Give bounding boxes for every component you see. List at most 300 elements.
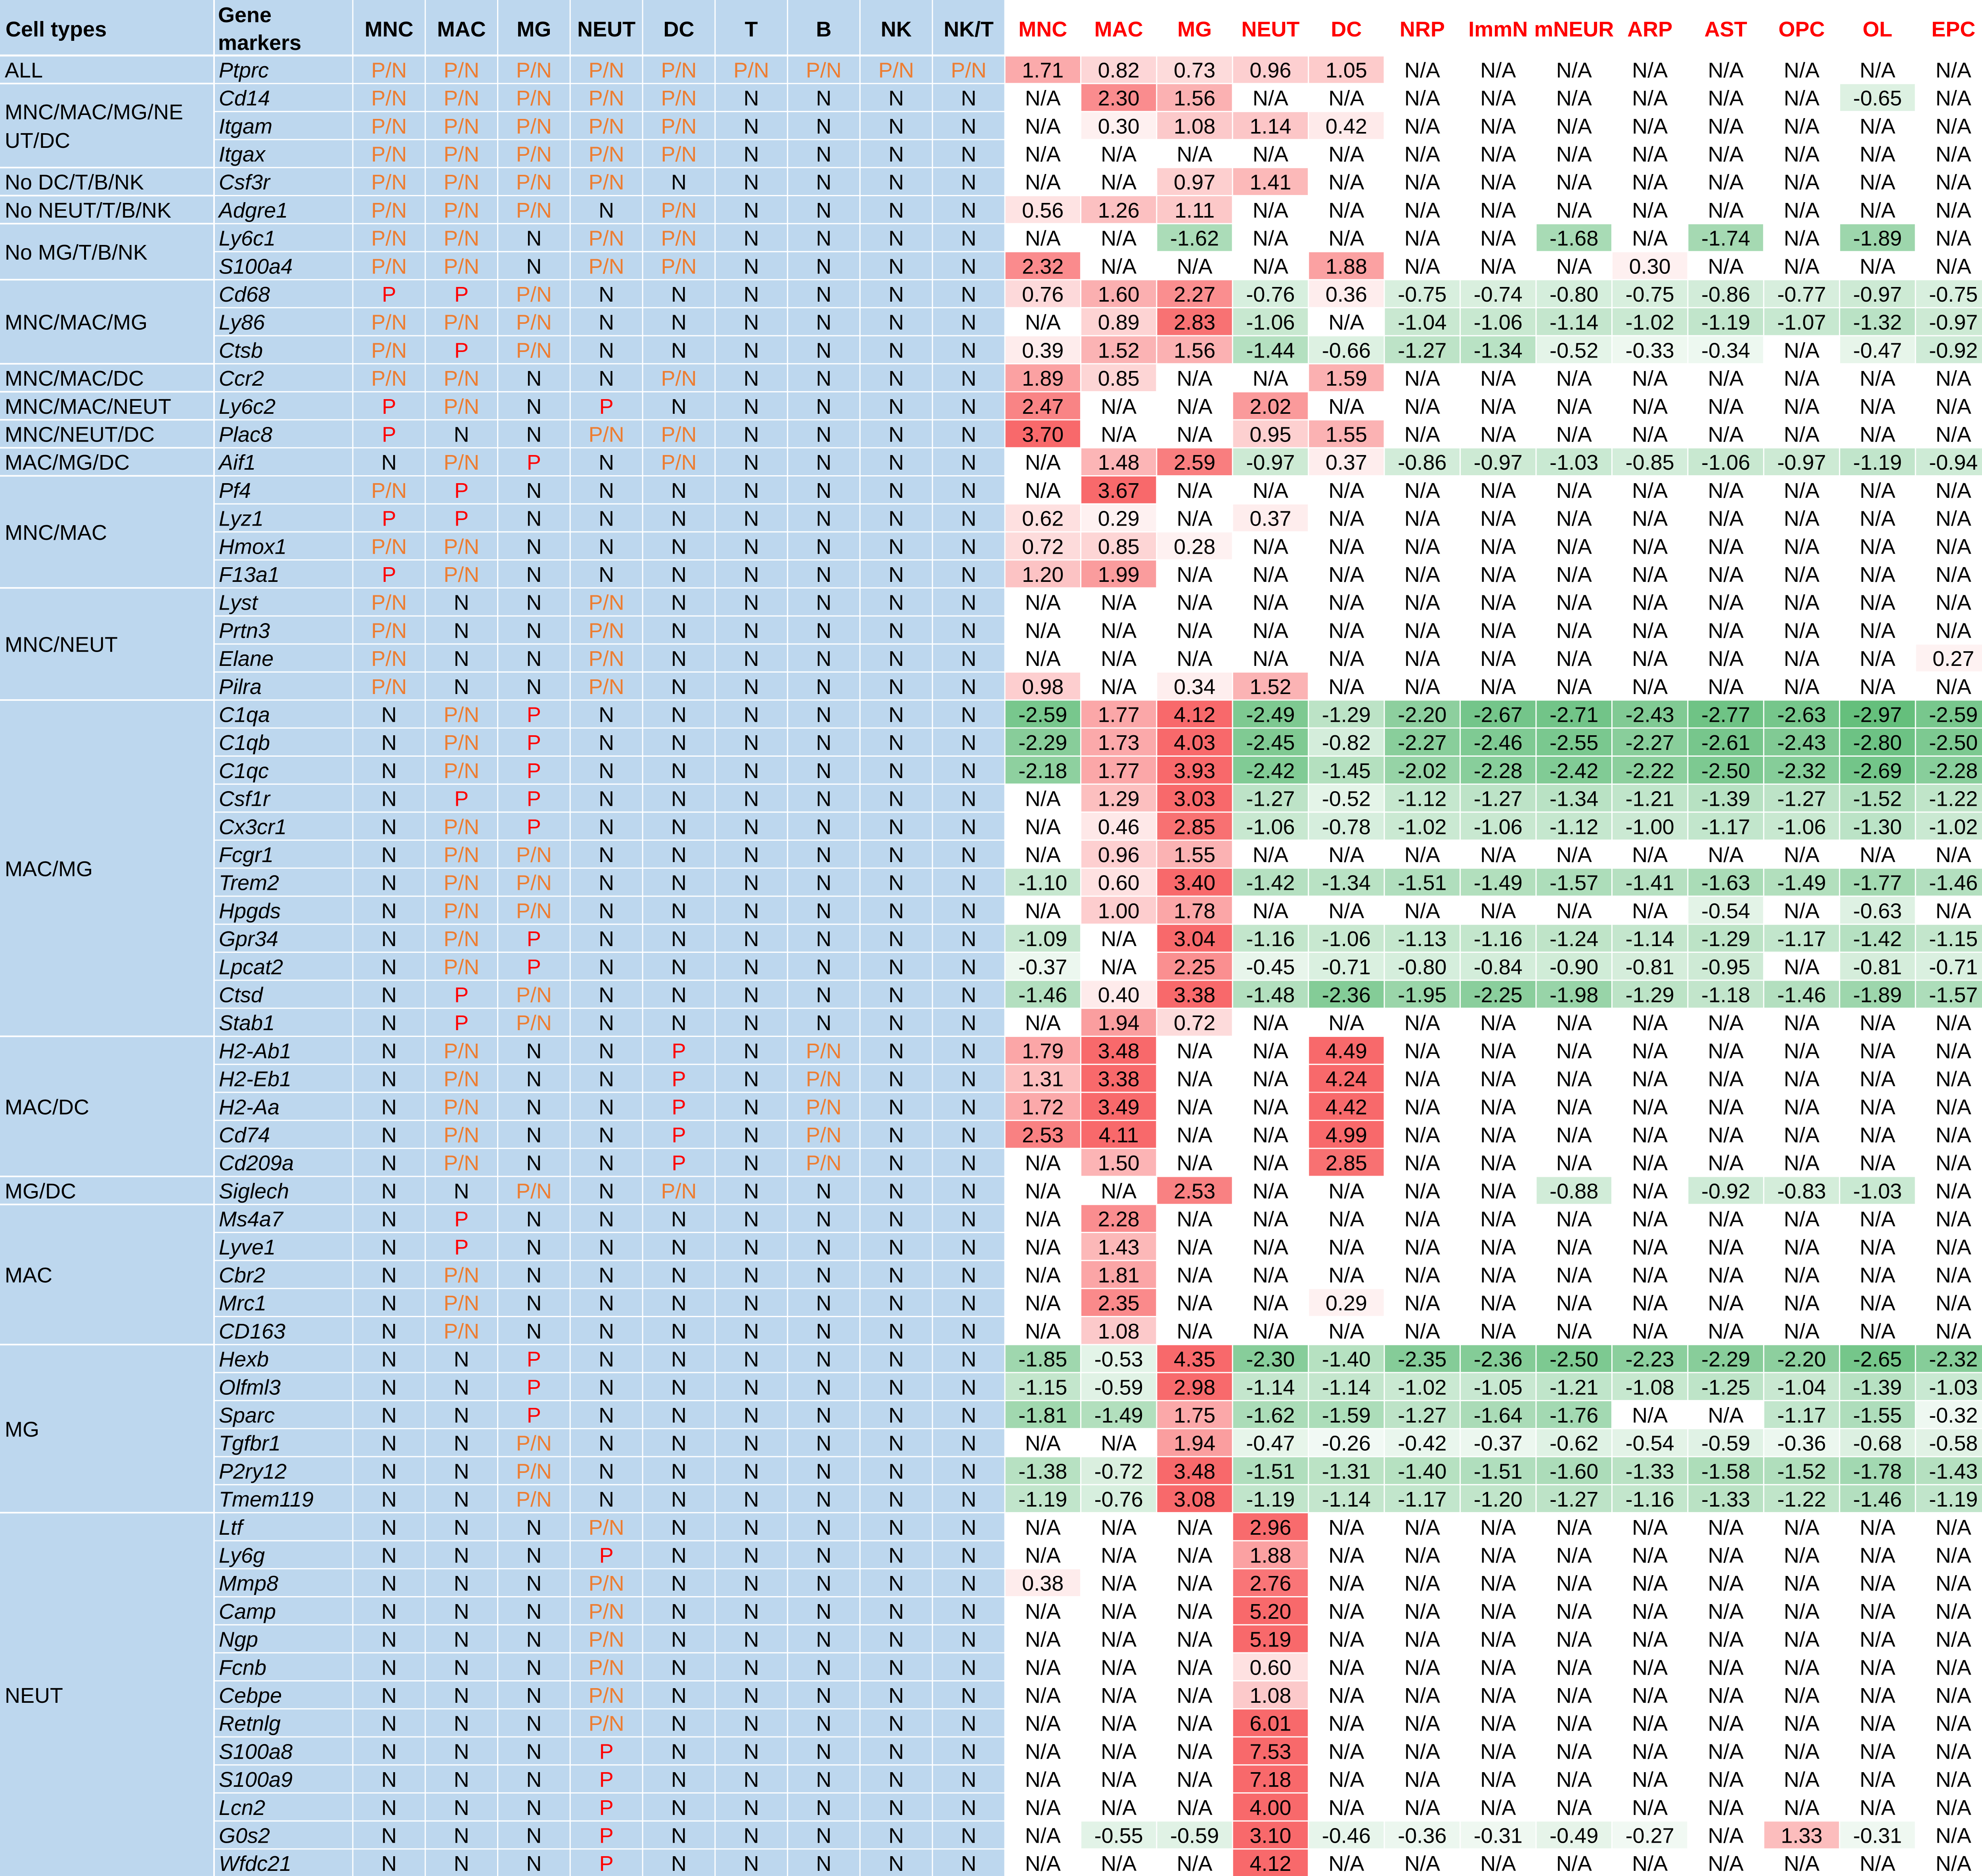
heatmap-value: N/A	[1328, 86, 1364, 111]
heatmap-value: N/A	[1177, 1235, 1213, 1259]
marker-status: N	[888, 591, 904, 615]
marker-status: P	[454, 1207, 469, 1232]
marker-status: P/N	[444, 871, 480, 895]
marker-status: N	[743, 843, 759, 867]
heatmap-value: N/A	[1328, 1740, 1364, 1764]
marker-status: P/N	[444, 955, 480, 979]
heatmap-value: N/A	[1556, 647, 1592, 671]
marker-status: N	[381, 1403, 397, 1427]
marker-status: N	[743, 478, 759, 503]
marker-status: N	[671, 1403, 687, 1427]
marker-status: N	[816, 1796, 832, 1820]
heatmap-value: N/A	[1860, 394, 1896, 419]
heatmap-value: N/A	[1935, 254, 1971, 279]
heatmap-value: -1.51	[1398, 871, 1447, 895]
heatmap-value: -2.36	[1322, 983, 1371, 1007]
heatmap-value: N/A	[1556, 142, 1592, 166]
heatmap-value: -1.49	[1473, 871, 1523, 895]
heatmap-value: N/A	[1480, 478, 1516, 503]
heatmap-value: N/A	[1101, 170, 1137, 195]
marker-status: N	[526, 1515, 542, 1539]
marker-status: P	[526, 955, 541, 979]
marker-status: N	[671, 507, 687, 531]
heatmap-value: N/A	[1404, 1796, 1440, 1820]
heatmap-value: 1.52	[1249, 675, 1291, 699]
heatmap-value: -1.27	[1550, 1488, 1599, 1512]
heatmap-value: N/A	[1328, 310, 1364, 335]
marker-status: P/N	[444, 1263, 480, 1287]
marker-status: N	[453, 647, 469, 671]
marker-status: P/N	[516, 843, 552, 867]
marker-status: N	[599, 1403, 614, 1427]
heatmap-value: 0.30	[1098, 114, 1140, 138]
heatmap-value: 3.67	[1098, 478, 1140, 503]
heatmap-value: N/A	[1480, 562, 1516, 587]
heatmap-value: N/A	[1252, 562, 1289, 587]
heatmap-value: -0.36	[1777, 1431, 1826, 1455]
marker-status: N	[888, 1151, 904, 1175]
cell-type-group-label: MAC/DC	[5, 1095, 89, 1119]
heatmap-value: -2.42	[1246, 759, 1295, 783]
marker-status: N	[888, 815, 904, 839]
heatmap-value: N/A	[1783, 1656, 1820, 1680]
marker-status: N	[599, 1263, 614, 1287]
heatmap-value: N/A	[1252, 591, 1289, 615]
heatmap-value: N/A	[1480, 619, 1516, 643]
marker-status: N	[888, 226, 904, 251]
heatmap-value: N/A	[1101, 1740, 1137, 1764]
heatmap-value: -0.75	[1398, 282, 1447, 306]
marker-status: P/N	[588, 591, 624, 615]
heatmap-value: 0.39	[1022, 338, 1064, 363]
heatmap-value: N/A	[1177, 1067, 1213, 1091]
heatmap-value: 1.59	[1325, 367, 1367, 391]
marker-status: P/N	[516, 58, 552, 82]
marker-status: P/N	[371, 114, 407, 138]
marker-status: N	[671, 1375, 687, 1400]
marker-status: N	[888, 1011, 904, 1035]
heatmap-value: 0.89	[1098, 310, 1140, 335]
heatmap-value: -0.77	[1777, 282, 1826, 306]
marker-status: N	[671, 675, 687, 699]
heatmap-value: N/A	[1860, 675, 1896, 699]
heatmap-value: -2.20	[1398, 703, 1447, 727]
heatmap-value: N/A	[1708, 1319, 1744, 1343]
marker-status: P/N	[878, 58, 914, 82]
heatmap-value: 0.28	[1174, 535, 1216, 559]
marker-status: N	[816, 1291, 832, 1316]
heatmap-value: N/A	[1556, 1740, 1592, 1764]
gene-name: Fcnb	[219, 1656, 267, 1680]
marker-column-header: NK	[880, 17, 912, 41]
heatmap-value: N/A	[1328, 170, 1364, 195]
heatmap-value: N/A	[1783, 899, 1820, 923]
heatmap-value: N/A	[1101, 1543, 1137, 1568]
marker-column-header: B	[816, 17, 832, 41]
gene-name: Cd14	[219, 86, 270, 111]
marker-status: P	[382, 282, 396, 306]
heatmap-value: -0.46	[1322, 1824, 1371, 1848]
marker-status: N	[381, 731, 397, 755]
heatmap-value: -1.95	[1398, 983, 1447, 1007]
marker-status: P/N	[516, 983, 552, 1007]
value-column-header: MG	[1177, 17, 1212, 41]
marker-status: N	[743, 1067, 759, 1091]
marker-status: N	[453, 1347, 469, 1371]
heatmap-value: -0.36	[1398, 1824, 1447, 1848]
marker-status: N	[743, 1291, 759, 1316]
heatmap-value: N/A	[1632, 1403, 1668, 1427]
marker-status: N	[743, 507, 759, 531]
heatmap-value: N/A	[1556, 1235, 1592, 1259]
heatmap-value: N/A	[1632, 86, 1668, 111]
marker-status: N	[671, 1515, 687, 1539]
heatmap-value: 1.50	[1098, 1151, 1140, 1175]
marker-status: N	[888, 871, 904, 895]
heatmap-value: N/A	[1177, 1740, 1213, 1764]
heatmap-value: N/A	[1783, 1515, 1820, 1539]
heatmap-value: -2.43	[1625, 703, 1674, 727]
marker-status: N	[599, 451, 614, 475]
marker-status: P	[454, 282, 469, 306]
marker-status: P/N	[516, 1459, 552, 1484]
header-cell-types: Cell types	[6, 17, 107, 41]
heatmap-value: N/A	[1860, 647, 1896, 671]
marker-status: N	[526, 254, 542, 279]
marker-status: N	[381, 843, 397, 867]
heatmap-value: -0.58	[1929, 1431, 1978, 1455]
heatmap-value: -1.02	[1929, 815, 1978, 839]
heatmap-value: -0.26	[1322, 1431, 1371, 1455]
value-column-header: EPC	[1931, 17, 1976, 41]
heatmap-value: -1.29	[1625, 983, 1674, 1007]
marker-status: P	[382, 562, 396, 587]
marker-status: N	[743, 1459, 759, 1484]
marker-status: N	[743, 955, 759, 979]
heatmap-value: -1.89	[1853, 226, 1902, 251]
heatmap-value: N/A	[1783, 955, 1820, 979]
heatmap-value: N/A	[1783, 170, 1820, 195]
heatmap-value: N/A	[1632, 1796, 1668, 1820]
marker-status: N	[526, 1207, 542, 1232]
marker-status: P	[672, 1123, 686, 1147]
heatmap-value: N/A	[1708, 535, 1744, 559]
marker-status: N	[381, 955, 397, 979]
marker-status: N	[526, 535, 542, 559]
heatmap-value: N/A	[1480, 1543, 1516, 1568]
heatmap-value: N/A	[1025, 451, 1061, 475]
gene-name: Lyst	[219, 591, 258, 615]
heatmap-value: N/A	[1328, 647, 1364, 671]
heatmap-value: N/A	[1252, 1151, 1289, 1175]
heatmap-value: N/A	[1860, 1543, 1896, 1568]
heatmap-value: N/A	[1404, 1656, 1440, 1680]
heatmap-value: N/A	[1480, 1572, 1516, 1596]
heatmap-value: N/A	[1404, 535, 1440, 559]
marker-status: N	[888, 1067, 904, 1091]
heatmap-value: N/A	[1632, 1207, 1668, 1232]
heatmap-value: N/A	[1101, 1683, 1137, 1708]
marker-status: N	[961, 114, 977, 138]
heatmap-value: N/A	[1632, 562, 1668, 587]
marker-status: N	[526, 1263, 542, 1287]
heatmap-value: -0.59	[1701, 1431, 1751, 1455]
marker-status: P	[454, 338, 469, 363]
marker-status: N	[816, 1263, 832, 1287]
marker-status: P/N	[588, 114, 624, 138]
marker-status: N	[453, 1459, 469, 1484]
heatmap-value: N/A	[1708, 254, 1744, 279]
marker-status: N	[526, 1796, 542, 1820]
marker-status: N	[526, 1824, 542, 1848]
heatmap-value: N/A	[1480, 142, 1516, 166]
heatmap-value: -1.03	[1853, 1179, 1902, 1203]
heatmap-value: N/A	[1177, 1095, 1213, 1119]
heatmap-value: 0.60	[1249, 1656, 1291, 1680]
heatmap-value: N/A	[1177, 142, 1213, 166]
marker-status: N	[888, 1599, 904, 1624]
heatmap-value: N/A	[1404, 198, 1440, 222]
marker-status: N	[599, 899, 614, 923]
heatmap-value: N/A	[1632, 142, 1668, 166]
heatmap-value: N/A	[1480, 1768, 1516, 1792]
heatmap-value: N/A	[1708, 1627, 1744, 1652]
marker-status: N	[816, 1235, 832, 1259]
marker-status: P/N	[444, 142, 480, 166]
heatmap-value: N/A	[1556, 1656, 1592, 1680]
marker-status: N	[816, 1599, 832, 1624]
heatmap-value: N/A	[1025, 1683, 1061, 1708]
heatmap-value: N/A	[1708, 1151, 1744, 1175]
heatmap-value: -2.36	[1473, 1347, 1523, 1371]
marker-status: N	[888, 310, 904, 335]
marker-status: N	[381, 1712, 397, 1736]
heatmap-value: N/A	[1632, 226, 1668, 251]
marker-status: N	[671, 1627, 687, 1652]
marker-status: N	[381, 1599, 397, 1624]
heatmap-value: N/A	[1328, 1235, 1364, 1259]
heatmap-value: N/A	[1935, 1712, 1971, 1736]
heatmap-value: N/A	[1783, 1067, 1820, 1091]
heatmap-value: N/A	[1632, 535, 1668, 559]
heatmap-value: N/A	[1101, 1656, 1137, 1680]
marker-status: N	[599, 310, 614, 335]
marker-status: P/N	[588, 1599, 624, 1624]
marker-status: P/N	[371, 170, 407, 195]
heatmap-value: -1.02	[1398, 1375, 1447, 1400]
marker-status: N	[888, 619, 904, 643]
heatmap-value: N/A	[1860, 1599, 1896, 1624]
marker-status: N	[381, 703, 397, 727]
heatmap-value: N/A	[1025, 843, 1061, 867]
heatmap-value: -1.04	[1777, 1375, 1826, 1400]
heatmap-value: -2.61	[1701, 731, 1751, 755]
marker-status: P/N	[371, 226, 407, 251]
gene-name: Fcgr1	[219, 843, 274, 867]
heatmap-value: N/A	[1177, 1151, 1213, 1175]
marker-status: N	[888, 1291, 904, 1316]
heatmap-value: -1.14	[1322, 1488, 1371, 1512]
heatmap-value: 1.73	[1098, 731, 1140, 755]
heatmap-value: -1.15	[1929, 927, 1978, 951]
heatmap-value: N/A	[1025, 1656, 1061, 1680]
marker-status: N	[816, 1572, 832, 1596]
heatmap-value: N/A	[1708, 423, 1744, 447]
gene-name: F13a1	[219, 562, 280, 587]
heatmap-value: N/A	[1252, 1235, 1289, 1259]
cell-type-group-label: No NEUT/T/B/NK	[5, 198, 172, 222]
heatmap-value: N/A	[1556, 591, 1592, 615]
heatmap-value: N/A	[1101, 1572, 1137, 1596]
marker-status: P	[454, 983, 469, 1007]
marker-status: N	[599, 871, 614, 895]
heatmap-value: -2.43	[1777, 731, 1826, 755]
heatmap-value: -1.08	[1625, 1375, 1674, 1400]
marker-status: N	[381, 1656, 397, 1680]
heatmap-value: N/A	[1935, 114, 1971, 138]
heatmap-value: N/A	[1556, 1768, 1592, 1792]
heatmap-value: N/A	[1935, 142, 1971, 166]
gene-name: Ptprc	[219, 58, 269, 82]
heatmap-value: N/A	[1252, 647, 1289, 671]
marker-status: N	[671, 1291, 687, 1316]
heatmap-value: N/A	[1025, 1207, 1061, 1232]
heatmap-value: N/A	[1935, 1207, 1971, 1232]
marker-status: N	[961, 451, 977, 475]
heatmap-value: -1.27	[1398, 338, 1447, 363]
heatmap-value: N/A	[1328, 843, 1364, 867]
marker-status: N	[381, 1768, 397, 1792]
gene-name: Olfml3	[219, 1375, 281, 1400]
marker-status: N	[888, 86, 904, 111]
marker-status: N	[816, 535, 832, 559]
marker-status: N	[743, 114, 759, 138]
marker-status: N	[599, 1375, 614, 1400]
heatmap-value: -0.47	[1853, 338, 1902, 363]
heatmap-value: N/A	[1935, 478, 1971, 503]
heatmap-value: N/A	[1404, 58, 1440, 82]
heatmap-value: -1.29	[1701, 927, 1751, 951]
value-column-header: ImmN	[1468, 17, 1528, 41]
heatmap-value: N/A	[1708, 198, 1744, 222]
heatmap-value: N/A	[1632, 1067, 1668, 1091]
marker-status: P/N	[806, 1095, 842, 1119]
heatmap-value: N/A	[1404, 1067, 1440, 1091]
marker-status: N	[888, 1431, 904, 1455]
heatmap-value: N/A	[1708, 394, 1744, 419]
heatmap-value: -1.52	[1853, 787, 1902, 811]
marker-status: N	[381, 1291, 397, 1316]
heatmap-value: 0.46	[1098, 815, 1140, 839]
heatmap-value: N/A	[1556, 1011, 1592, 1035]
heatmap-value: N/A	[1480, 1796, 1516, 1820]
marker-status: P	[526, 1347, 541, 1371]
heatmap-value: -1.22	[1777, 1488, 1826, 1512]
marker-status: N	[453, 1656, 469, 1680]
marker-status: N	[526, 619, 542, 643]
marker-status: P/N	[371, 58, 407, 82]
heatmap-value: N/A	[1025, 478, 1061, 503]
marker-status: P/N	[661, 423, 697, 447]
marker-status: N	[888, 114, 904, 138]
heatmap-value: N/A	[1252, 1095, 1289, 1119]
marker-status: N	[816, 1403, 832, 1427]
heatmap-value: N/A	[1632, 1123, 1668, 1147]
marker-status: N	[816, 142, 832, 166]
heatmap-value: N/A	[1860, 1740, 1896, 1764]
heatmap-value: N/A	[1328, 619, 1364, 643]
heatmap-value: -1.27	[1246, 787, 1295, 811]
heatmap-value: N/A	[1328, 1656, 1364, 1680]
marker-status: N	[888, 142, 904, 166]
marker-status: N	[599, 198, 614, 222]
marker-status: N	[743, 254, 759, 279]
heatmap-value: N/A	[1480, 1319, 1516, 1343]
heatmap-value: N/A	[1708, 1263, 1744, 1287]
marker-status: P/N	[588, 1572, 624, 1596]
heatmap-value: N/A	[1404, 1095, 1440, 1119]
marker-status: P	[526, 927, 541, 951]
marker-status: N	[816, 1375, 832, 1400]
heatmap-value: N/A	[1404, 1852, 1440, 1876]
heatmap-value: N/A	[1935, 1796, 1971, 1820]
heatmap-value: 0.96	[1249, 58, 1291, 82]
heatmap-value: -2.67	[1473, 703, 1523, 727]
heatmap-value: N/A	[1101, 1712, 1137, 1736]
marker-status: N	[816, 114, 832, 138]
marker-status: N	[888, 787, 904, 811]
heatmap-value: 0.29	[1098, 507, 1140, 531]
heatmap-value: N/A	[1556, 58, 1592, 82]
cell-type-group-label: MNC/MAC/MG/NE	[5, 100, 183, 124]
marker-status: P/N	[444, 899, 480, 923]
heatmap-value: 7.18	[1249, 1768, 1291, 1792]
heatmap-value: N/A	[1556, 254, 1592, 279]
marker-status: N	[526, 507, 542, 531]
marker-status: N	[671, 394, 687, 419]
heatmap-value: N/A	[1404, 899, 1440, 923]
marker-status: P/N	[516, 899, 552, 923]
marker-status: P/N	[588, 86, 624, 111]
heatmap-value: -1.06	[1777, 815, 1826, 839]
marker-status: N	[526, 1291, 542, 1316]
marker-status: N	[888, 1543, 904, 1568]
heatmap-value: N/A	[1025, 114, 1061, 138]
heatmap-value: N/A	[1252, 619, 1289, 643]
marker-status: N	[961, 619, 977, 643]
heatmap-value: N/A	[1404, 114, 1440, 138]
heatmap-value: N/A	[1556, 562, 1592, 587]
cell-type-group-label: ALL	[5, 58, 43, 82]
heatmap-value: -0.86	[1398, 451, 1447, 475]
marker-status: P	[454, 478, 469, 503]
marker-status: N	[816, 1488, 832, 1512]
heatmap-value: -0.97	[1777, 451, 1826, 475]
heatmap-value: 1.94	[1174, 1431, 1216, 1455]
marker-status: P/N	[371, 619, 407, 643]
marker-status: N	[961, 1683, 977, 1708]
marker-status: N	[816, 759, 832, 783]
heatmap-value: N/A	[1708, 675, 1744, 699]
marker-status: N	[743, 282, 759, 306]
heatmap-value: N/A	[1860, 1151, 1896, 1175]
heatmap-value: N/A	[1101, 1768, 1137, 1792]
marker-status: N	[526, 647, 542, 671]
marker-status: P/N	[733, 58, 769, 82]
marker-status: P	[382, 423, 396, 447]
marker-status: N	[888, 1740, 904, 1764]
heatmap-value: N/A	[1783, 1572, 1820, 1596]
